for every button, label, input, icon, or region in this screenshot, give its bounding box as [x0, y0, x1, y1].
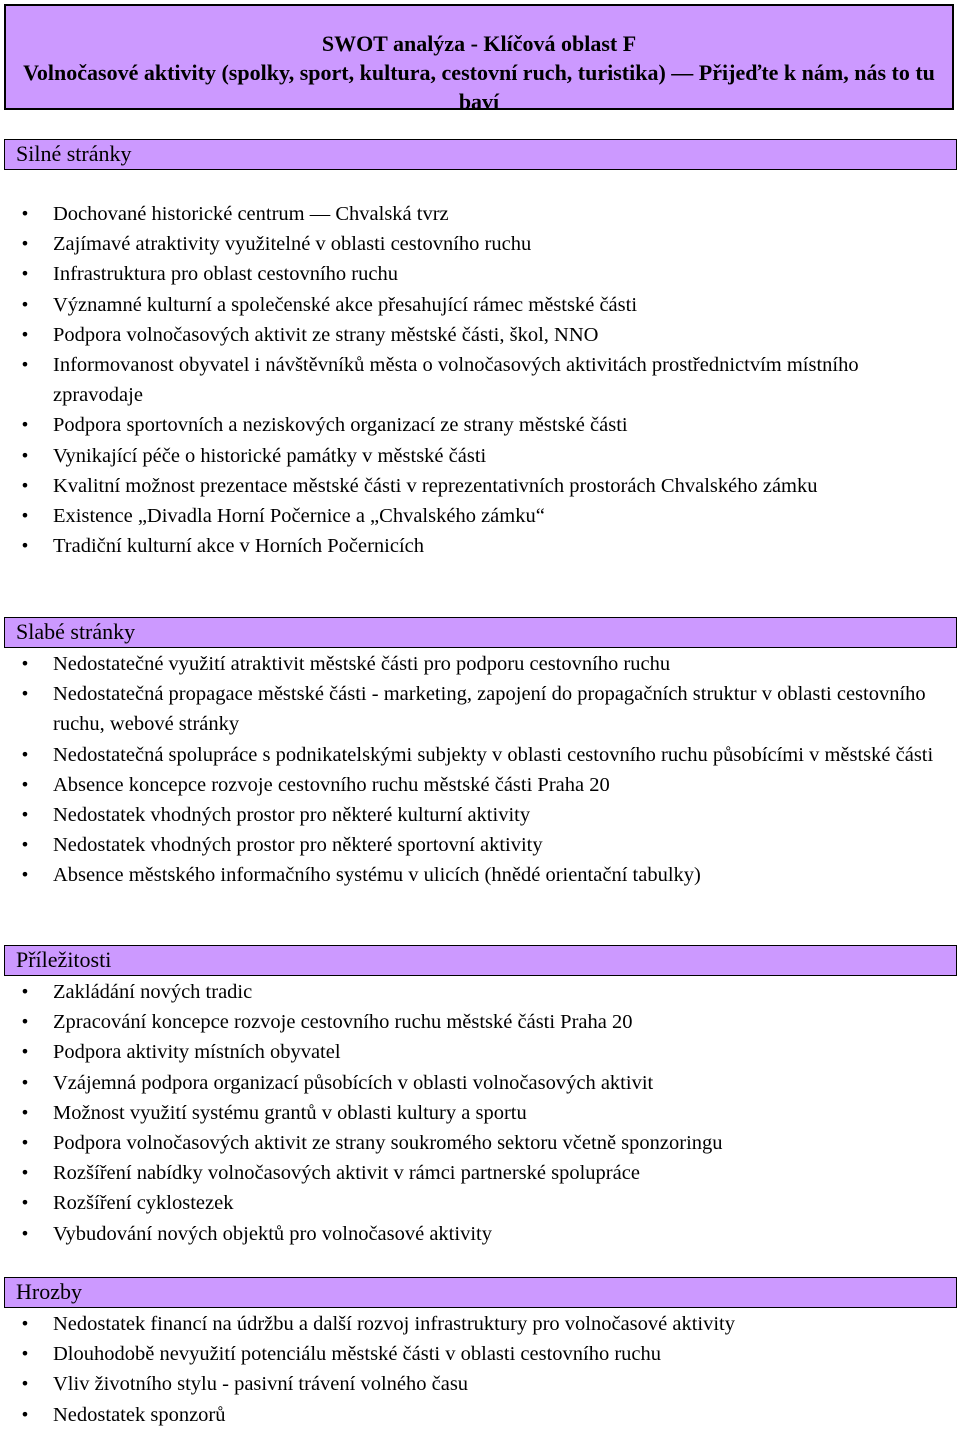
bullet-icon: •: [20, 234, 30, 254]
bullet-icon: •: [20, 1042, 30, 1062]
bullet-icon: •: [20, 982, 30, 1001]
list-item: • Dochované historické centrum — Chvalská tvrz: [0, 199, 960, 229]
list-item: • Kvalitní možnost prezentace městské části v reprezentativních prostorách Chvalského zámku: [0, 471, 960, 501]
list-item: • Dlouhodobě nevyužití potenciálu městské části v oblasti cestovního ruchu: [0, 1339, 960, 1369]
list-item: • Nedostatečné využití atraktivit městské části pro podporu cestovního ruchu: [0, 649, 960, 679]
threats-list: [0, 1309, 960, 1430]
bullet-icon: •: [20, 744, 30, 764]
list-item: • Existence „Divadla Horní Počernice a „Chvalského zámku“: [0, 501, 960, 531]
bullet-icon: •: [20, 475, 30, 495]
list-item: • Absence městského informačního systému v ulicích (hnědé orientační tabulky): [0, 860, 960, 890]
list-item: • Rozšíření nabídky volnočasových aktivit v rámci partnerské spolupráce: [0, 1158, 960, 1188]
list-item: • Vybudování nových objektů pro volnočasové aktivity: [0, 1219, 960, 1249]
list-item: • Zpracování koncepce rozvoje cestovního ruchu městské části Praha 20: [0, 1007, 960, 1037]
list-item: • Zakládání nových tradic: [0, 977, 960, 1007]
bullet-icon: •: [20, 536, 30, 556]
bullet-icon: •: [20, 1223, 30, 1243]
list-item: • Nedostatek vhodných prostor pro některé sportovní aktivity: [0, 830, 960, 860]
bullet-icon: •: [20, 264, 30, 284]
bullet-icon: •: [20, 774, 30, 794]
list-item: • Zajímavé atraktivity využitelné v oblasti cestovního ruchu: [0, 229, 960, 259]
bullet-icon: •: [20, 1344, 30, 1364]
strengths-list: [0, 199, 960, 561]
bullet-icon: •: [20, 835, 30, 855]
list-item: • Nedostatek vhodných prostor pro některé kulturní aktivity: [0, 800, 960, 830]
bullet-icon: •: [20, 445, 30, 465]
list-item: • Absence koncepce rozvoje cestovního ruchu městské části Praha 20: [0, 770, 960, 800]
bullet-icon: •: [20, 415, 30, 435]
section-heading-threats: Hrozby: [4, 1277, 957, 1308]
bullet-icon: •: [20, 1314, 30, 1333]
list-item: • Nedostatek sponzorů: [0, 1400, 960, 1430]
section-heading-weaknesses: Slabé stránky: [4, 617, 957, 648]
list-item: • Nedostatečná spolupráce s podnikatelskými subjekty v oblasti cestovního ruchu působícími v městské části: [0, 740, 960, 770]
list-item: • Tradiční kulturní akce v Horních Počernicích: [0, 531, 960, 561]
list-item: • Podpora volnočasových aktivit ze strany městské části, škol, NNO: [0, 320, 960, 350]
section-heading-strengths: Silné stránky: [4, 139, 957, 170]
list-item: • Nedostatečná propagace městské části - marketing, zapojení do propagačních struktur v oblasti cestovního ruchu, webové stránky: [0, 679, 960, 739]
weaknesses-list: [0, 649, 960, 891]
list-item: • Infrastruktura pro oblast cestovního ruchu: [0, 259, 960, 289]
bullet-icon: •: [20, 1404, 30, 1424]
title-line-1: SWOT analýza - Klíčová oblast F: [321, 31, 637, 56]
list-item: • Vliv životního stylu - pasivní trávení volného času: [0, 1369, 960, 1399]
bullet-icon: •: [20, 355, 30, 375]
bullet-icon: •: [20, 1102, 30, 1122]
section-heading-opportunities: Příležitosti: [4, 945, 957, 976]
bullet-icon: •: [20, 1374, 30, 1394]
document-title-box: [4, 4, 954, 114]
list-item: • Rozšíření cyklostezek: [0, 1188, 960, 1218]
bullet-icon: •: [20, 654, 30, 673]
title-line-2: Volnočasové aktivity (spolky, sport, kultura, cestovní ruch, turistika) — Přijeďte k nám, nás to tu baví: [23, 60, 935, 114]
bullet-icon: •: [20, 324, 30, 344]
list-item: • Vynikající péče o historické památky v městské části: [0, 441, 960, 471]
bullet-icon: •: [20, 1193, 30, 1213]
list-item: • Podpora volnočasových aktivit ze strany soukromého sektoru včetně sponzoringu: [0, 1128, 960, 1158]
list-item: • Významné kulturní a společenské akce přesahující rámec městské části: [0, 290, 960, 320]
list-item: • Nedostatek financí na údržbu a další rozvoj infrastruktury pro volnočasové aktivity: [0, 1309, 960, 1339]
bullet-icon: •: [20, 506, 30, 526]
bullet-icon: •: [20, 204, 30, 223]
bullet-icon: •: [20, 1133, 30, 1153]
list-item: • Možnost využití systému grantů v oblasti kultury a sportu: [0, 1098, 960, 1128]
list-item: • Informovanost obyvatel i návštěvníků města o volnočasových aktivitách prostřednictvím místního zpravodaje: [0, 350, 960, 410]
bullet-icon: •: [20, 805, 30, 825]
bullet-icon: •: [20, 865, 30, 885]
bullet-icon: •: [20, 1012, 30, 1032]
bullet-icon: •: [20, 294, 30, 314]
list-item: • Podpora sportovních a neziskových organizací ze strany městské části: [0, 410, 960, 440]
bullet-icon: •: [20, 1072, 30, 1092]
bullet-icon: •: [20, 684, 30, 704]
list-item: • Vzájemná podpora organizací působících v oblasti volnočasových aktivit: [0, 1068, 960, 1098]
bullet-icon: •: [20, 1163, 30, 1183]
opportunities-list: [0, 977, 960, 1249]
list-item: • Podpora aktivity místních obyvatel: [0, 1037, 960, 1067]
